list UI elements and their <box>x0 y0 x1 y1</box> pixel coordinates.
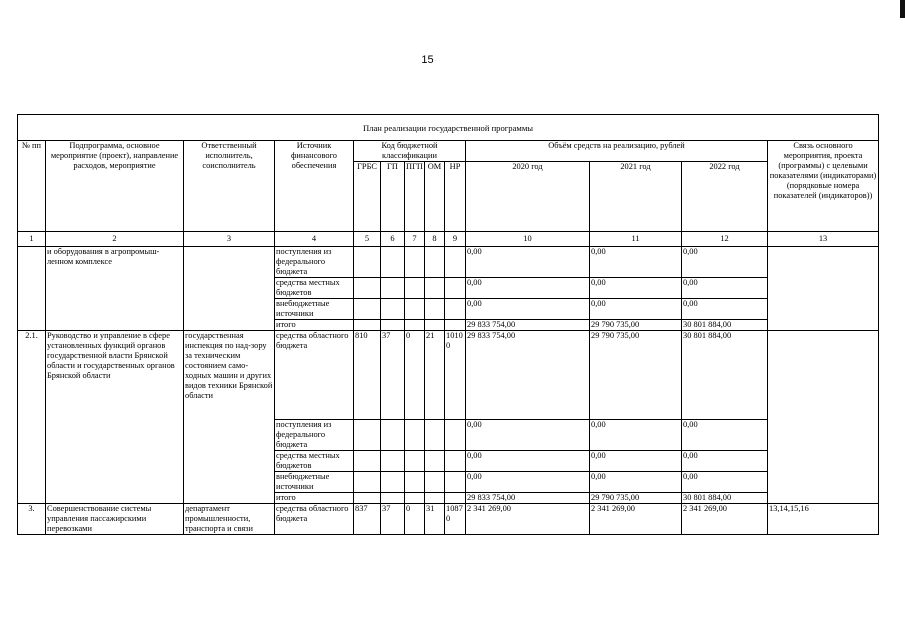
block2-grbs: 810 <box>354 331 381 420</box>
block2-om: 21 <box>425 331 445 420</box>
block1-executor-empty <box>184 247 275 331</box>
block3-executor: департамент промышленности, транспорта и связи <box>184 504 275 535</box>
block1-source: поступления из федерального бюджета <box>275 247 354 278</box>
col-number: 9 <box>445 232 466 247</box>
block3-link: 13,14,15,16 <box>768 504 879 535</box>
col-number: 3 <box>184 232 275 247</box>
block3-title: Совершенствование системы управления пассажирскими перевозками <box>46 504 184 535</box>
block2-source: поступления из федерального бюджета <box>275 420 354 451</box>
block3-v2020: 2 341 269,00 <box>466 504 590 535</box>
block2-title: Руководство и управление в сфере установленных функций органов государственной власти Брянской области и государственных органов Брянской области <box>46 331 184 504</box>
block1-source: средства местных бюджетов <box>275 278 354 299</box>
header-source: Источник финансового обеспечения <box>275 141 354 232</box>
program-plan-table-container <box>17 114 877 535</box>
block3-om: 31 <box>425 504 445 535</box>
block1-v2022: 0,00 <box>682 299 768 320</box>
header-nr: НР <box>445 162 466 232</box>
col-number: 4 <box>275 232 354 247</box>
block2-v2020: 0,00 <box>466 451 590 472</box>
block2-executor: государственная инспекция по над-зору за техническим состоянием само-ходных машин и других видов техники Брянской области <box>184 331 275 504</box>
col-number: 10 <box>466 232 590 247</box>
block2-source: средства местных бюджетов <box>275 451 354 472</box>
block2-source: итого <box>275 493 354 504</box>
block1-link-empty <box>768 247 879 331</box>
block2-v2021: 0,00 <box>590 472 682 493</box>
block2-v2021: 29 790 735,00 <box>590 493 682 504</box>
table-row <box>18 331 879 420</box>
block3-num: 3. <box>18 504 46 535</box>
col-number: 6 <box>381 232 405 247</box>
col-number: 13 <box>768 232 879 247</box>
header-executor: Ответственный исполнитель, соисполнитель <box>184 141 275 232</box>
block3-v2021: 2 341 269,00 <box>590 504 682 535</box>
block1-title: и оборудования в агропромыш-ленном комплексе <box>46 247 184 331</box>
block1-source: внебюджетные источники <box>275 299 354 320</box>
header-subprogram: Подпрограмма, основное мероприятие (проект), направление расходов, мероприятие <box>46 141 184 232</box>
block2-v2021: 29 790 735,00 <box>590 331 682 420</box>
block2-v2020: 0,00 <box>466 420 590 451</box>
block1-v2022: 0,00 <box>682 278 768 299</box>
block1-v2020: 29 833 754,00 <box>466 320 590 331</box>
block2-link-empty <box>768 331 879 504</box>
header-gp: ГП <box>381 162 405 232</box>
block2-source: внебюджетные источники <box>275 472 354 493</box>
block1-v2021: 29 790 735,00 <box>590 320 682 331</box>
col-number: 12 <box>682 232 768 247</box>
block1-v2022: 30 801 884,00 <box>682 320 768 331</box>
header-num: № пп <box>18 141 46 232</box>
block1-v2021: 0,00 <box>590 278 682 299</box>
table-title-row <box>18 115 879 141</box>
header-2021: 2021 год <box>590 162 682 232</box>
block1-source: итого <box>275 320 354 331</box>
header-row-1 <box>18 141 879 162</box>
block3-gp: 37 <box>381 504 405 535</box>
block2-v2022: 30 801 884,00 <box>682 331 768 420</box>
block1-v2021: 0,00 <box>590 299 682 320</box>
block2-v2022: 0,00 <box>682 420 768 451</box>
scan-edge-mark <box>900 0 905 18</box>
block2-v2020: 0,00 <box>466 472 590 493</box>
block2-pgp: 0 <box>405 331 425 420</box>
block1-v2022: 0,00 <box>682 247 768 278</box>
col-number: 11 <box>590 232 682 247</box>
col-number: 7 <box>405 232 425 247</box>
header-2020: 2020 год <box>466 162 590 232</box>
table-row <box>18 247 879 278</box>
block2-num: 2.1. <box>18 331 46 504</box>
block2-v2020: 29 833 754,00 <box>466 493 590 504</box>
block2-v2022: 0,00 <box>682 451 768 472</box>
block1-v2020: 0,00 <box>466 299 590 320</box>
col-number: 8 <box>425 232 445 247</box>
header-budget-code: Код бюджетной классификации <box>354 141 466 162</box>
block2-nr: 10100 <box>445 331 466 420</box>
col-number: 2 <box>46 232 184 247</box>
block1-v2021: 0,00 <box>590 247 682 278</box>
block3-grbs: 837 <box>354 504 381 535</box>
block2-v2022: 0,00 <box>682 472 768 493</box>
block1-v2020: 0,00 <box>466 278 590 299</box>
header-volume: Объём средств на реализацию, рублей <box>466 141 768 162</box>
header-grbs: ГРБС <box>354 162 381 232</box>
block3-v2022: 2 341 269,00 <box>682 504 768 535</box>
table-row <box>18 504 879 535</box>
block2-gp: 37 <box>381 331 405 420</box>
block3-pgp: 0 <box>405 504 425 535</box>
header-link: Связь основного мероприятия, проекта (программы) с целевыми показателями (индикаторами) (порядковые номера показателей (индикаторов)) <box>768 141 879 232</box>
header-om: ОМ <box>425 162 445 232</box>
program-plan-table <box>17 114 879 535</box>
row-num-empty <box>18 247 46 331</box>
block1-v2020: 0,00 <box>466 247 590 278</box>
block2-v2021: 0,00 <box>590 420 682 451</box>
header-2022: 2022 год <box>682 162 768 232</box>
header-pgp: ПГП <box>405 162 425 232</box>
col-number: 1 <box>18 232 46 247</box>
block2-v2021: 0,00 <box>590 451 682 472</box>
block3-nr: 10870 <box>445 504 466 535</box>
col-number: 5 <box>354 232 381 247</box>
column-number-row <box>18 232 879 247</box>
block2-v2020: 29 833 754,00 <box>466 331 590 420</box>
table-title: План реализации государственной программы <box>18 115 879 141</box>
block2-main-source: средства областного бюджета <box>275 331 354 420</box>
page-number: 15 <box>421 54 434 66</box>
block3-source: средства областного бюджета <box>275 504 354 535</box>
block2-v2022: 30 801 884,00 <box>682 493 768 504</box>
